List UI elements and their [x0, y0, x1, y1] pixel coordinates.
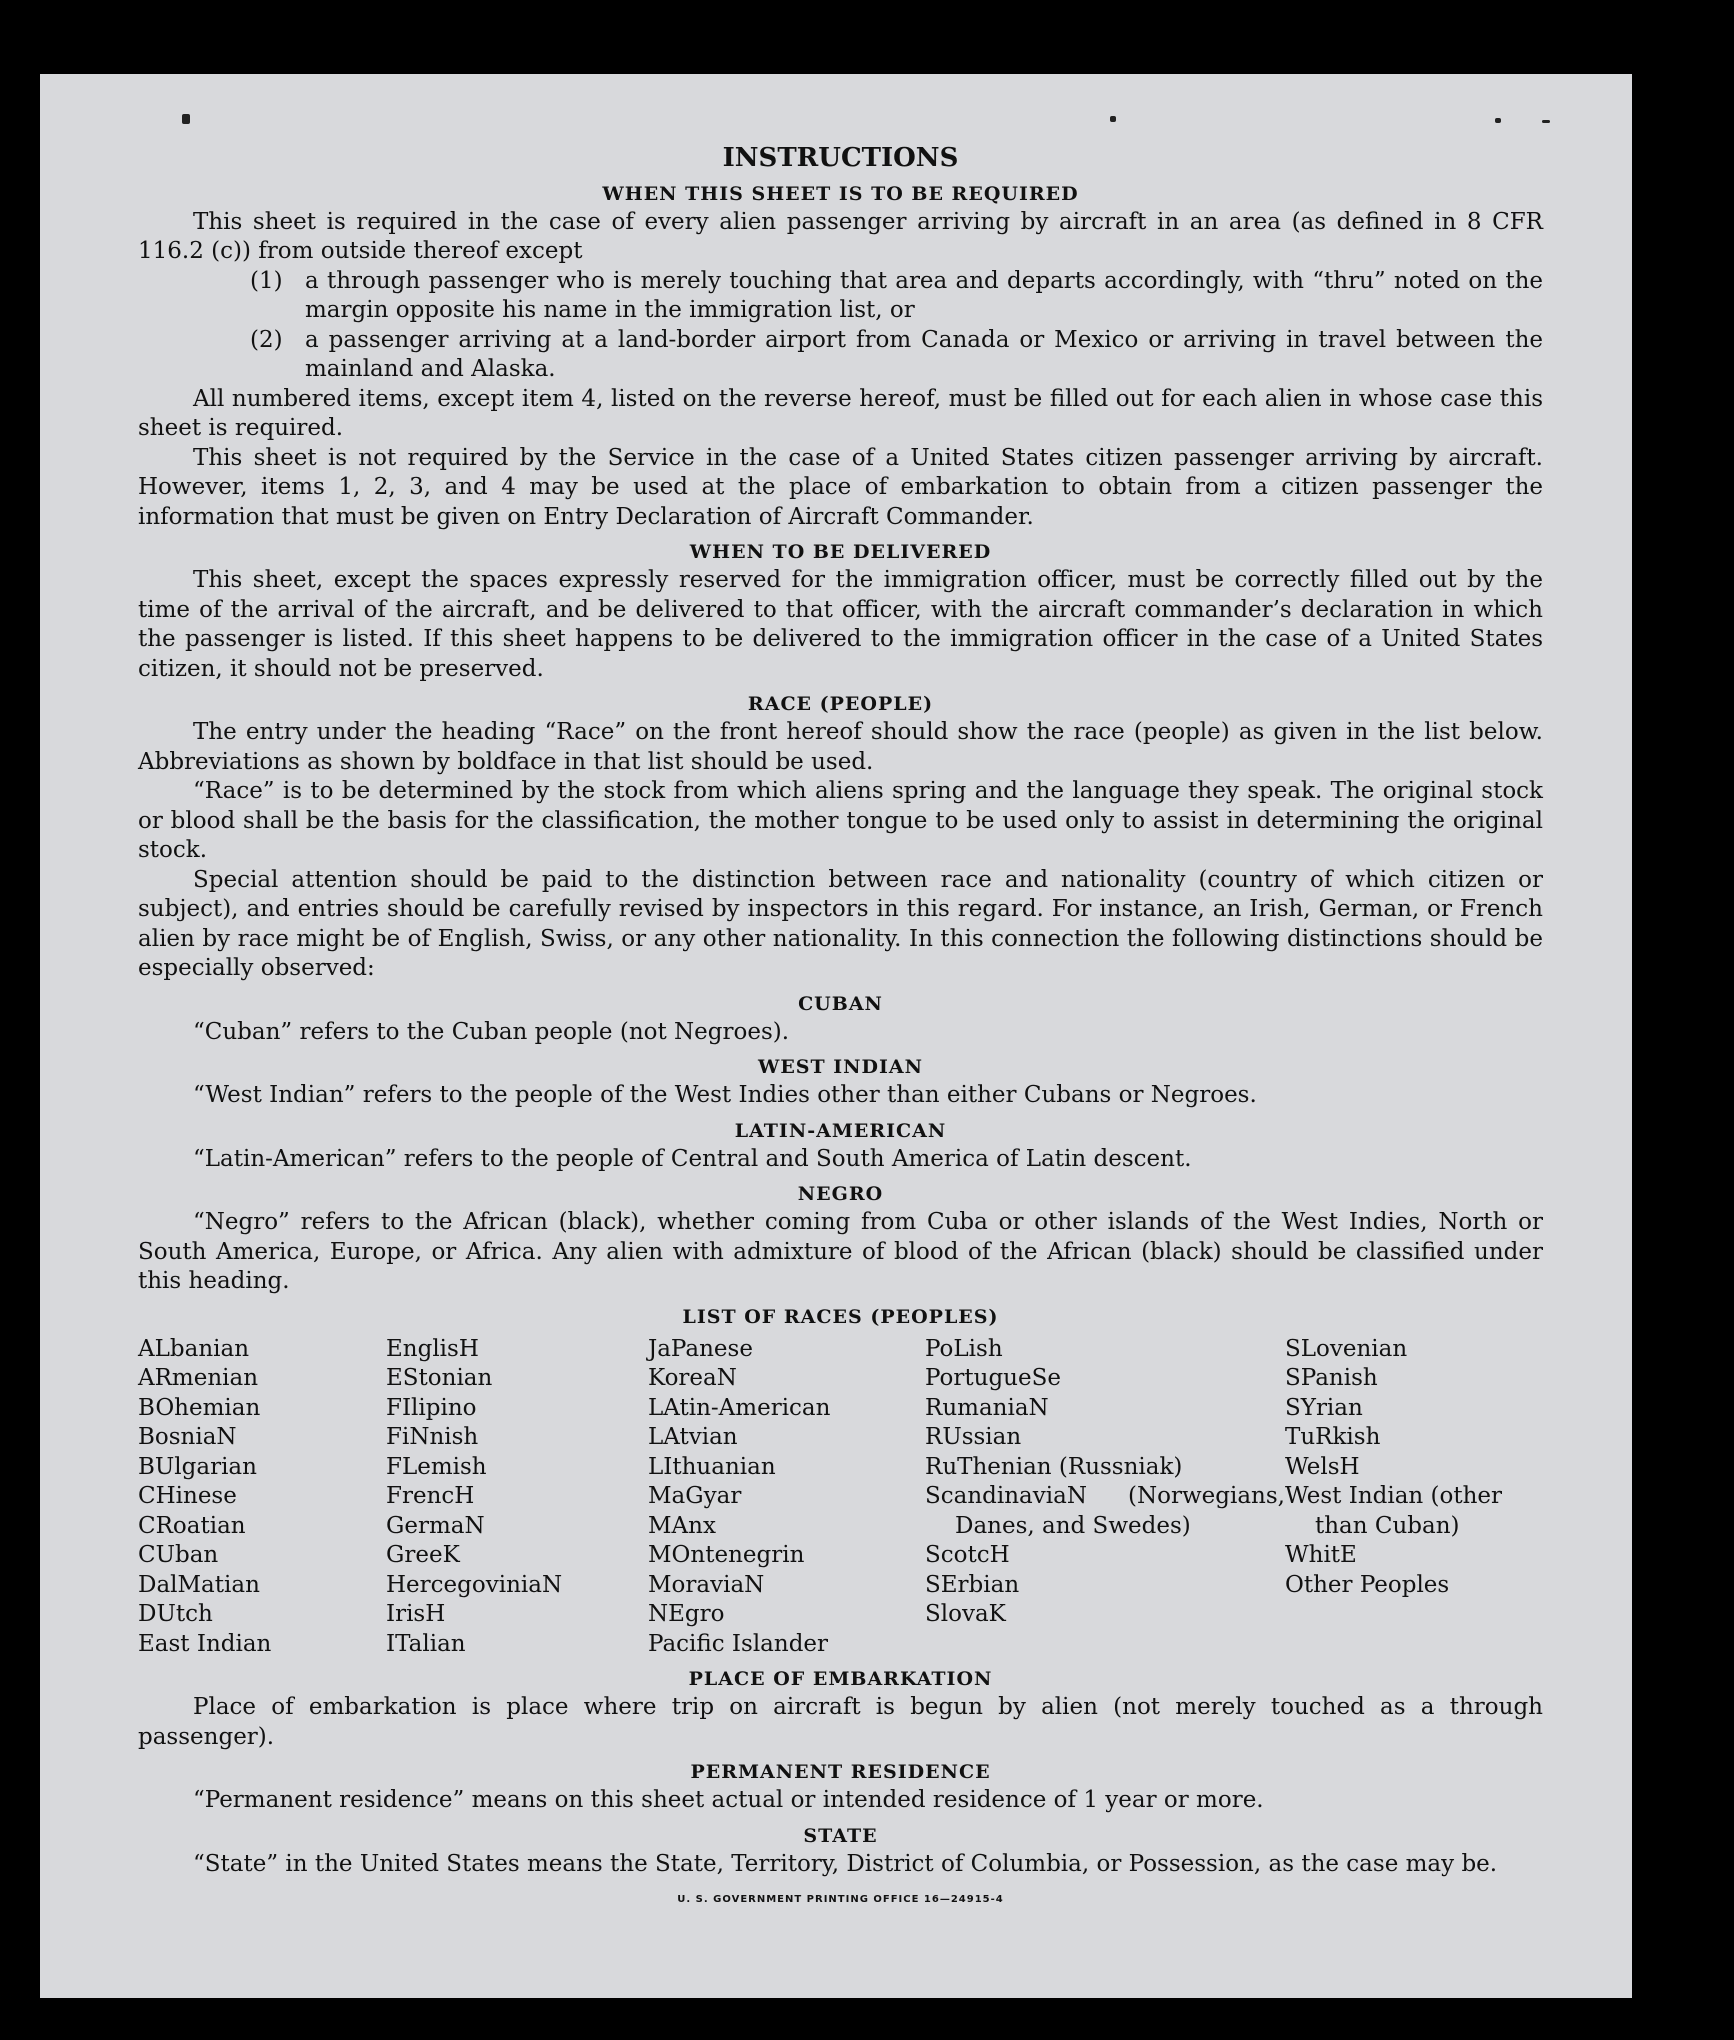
races-list: [138, 1335, 1543, 1660]
heading-state: STATE: [803, 1824, 878, 1847]
heading-place-of-embarkation: PLACE OF EMBARKATION: [688, 1668, 993, 1690]
race-entry: JaPanese: [648, 1335, 753, 1362]
heading-negro: NEGRO: [797, 1183, 884, 1205]
race-entry: SPanish: [1285, 1365, 1378, 1391]
race-entry: DalMatian: [138, 1571, 260, 1598]
paragraph: Special attention should be paid to the distinction between race and nationality (country of which citizen or subject), and entries should be carefully revised by inspectors in this regard. For instance, an Irish, German, or French alien by race might be of English, Swiss, or any other nationality. In this connection the following distinctions should be especially observed:: [138, 866, 1543, 981]
race-entry: WhitE: [1285, 1542, 1357, 1568]
race-entry: TuRkish: [1285, 1424, 1381, 1450]
page-title: INSTRUCTIONS: [722, 143, 959, 173]
race-entry: West Indian (other than Cuban): [1285, 1483, 1503, 1539]
race-entry: MAnx: [648, 1512, 716, 1539]
race-entry: ScotcH: [925, 1542, 1010, 1568]
paragraph: This sheet, except the spaces expressly reserved for the immigration officer, must be correctly filled out by the time of the arrival of the aircraft, and be delivered to that officer, with the aircraft commander’s declaration in which the passenger is listed. If this sheet happens to be delivered to the immigration officer in the case of a United States citizen, it should not be preserved.: [138, 567, 1543, 682]
race-entry: SErbian: [925, 1571, 1020, 1598]
paragraph: “West Indian” refers to the people of the West Indies other than either Cubans or Negroes.: [193, 1082, 1257, 1108]
race-entry: PoLish: [925, 1335, 1003, 1362]
race-entry: SYrian: [1285, 1394, 1363, 1421]
heading-west-indian: WEST INDIAN: [757, 1056, 924, 1078]
race-entry: FIlipino: [386, 1394, 477, 1421]
item-number: (1): [250, 267, 283, 294]
paragraph: This sheet is required in the case of every alien passenger arriving by aircraft in an area (as defined in 8 CFR 116.2 (c)) from outside thereof except: [138, 208, 1543, 264]
paragraph: Place of embarkation is place where trip on aircraft is begun by alien (not merely touched as a through passenger).: [138, 1694, 1543, 1750]
paragraph: “Negro” refers to the African (black), whether coming from Cuba or other islands of the West Indies, North or South America, Europe, or Africa. Any alien with admixture of blood of the African (black) should be classified under this heading.: [138, 1209, 1543, 1294]
race-entry: CHinese: [138, 1483, 237, 1509]
heading-race: RACE (PEOPLE): [747, 693, 934, 715]
race-entry: DUtch: [138, 1601, 213, 1627]
race-entry: Other Peoples: [1285, 1571, 1450, 1598]
race-entry: CRoatian: [138, 1512, 246, 1539]
races-column: [925, 1335, 1285, 1660]
race-entry: EnglisH: [386, 1335, 479, 1362]
race-entry: GreeK: [386, 1542, 460, 1568]
race-entry: MoraviaN: [648, 1571, 765, 1598]
scan-speck: [182, 114, 190, 124]
race-entry: RUssian: [925, 1424, 1022, 1450]
paragraph: The entry under the heading “Race” on the front hereof should show the race (people) as given in the list below. Abbreviations as shown by boldface in that list should be used.: [138, 719, 1543, 775]
race-entry: Pacific Islander: [648, 1630, 829, 1657]
exception-item: [138, 326, 1543, 385]
paragraph: All numbered items, except item 4, listed on the reverse hereof, must be filled out for each alien in whose case this sheet is required.: [138, 385, 1543, 441]
race-entry: KoreaN: [648, 1365, 737, 1391]
race-entry: LAtvian: [648, 1424, 738, 1450]
race-entry: PortugueSe: [925, 1365, 1061, 1391]
scan-speck: [1110, 116, 1116, 122]
race-entry: East Indian: [138, 1630, 272, 1657]
paragraph: “Latin-American” refers to the people of Central and South America of Latin descent.: [193, 1145, 1192, 1172]
race-entry: BUlgarian: [138, 1453, 257, 1480]
race-entry: MOntenegrin: [648, 1542, 805, 1568]
race-entry: CUban: [138, 1542, 219, 1568]
race-entry: LIthuanian: [648, 1453, 776, 1480]
races-column: [648, 1335, 925, 1660]
heading-permanent-residence: PERMANENT RESIDENCE: [690, 1761, 991, 1783]
instructions-body: [138, 144, 1543, 1915]
scan-speck: [1495, 118, 1501, 123]
heading-when-required: WHEN THIS SHEET IS TO BE REQUIRED: [602, 182, 1079, 205]
heading-latin-american: LATIN-AMERICAN: [734, 1119, 947, 1142]
race-entry: HercegoviniaN: [386, 1571, 563, 1598]
race-entry: ITalian: [386, 1630, 466, 1657]
document-page: [40, 74, 1632, 1998]
item-text: a passenger arriving at a land-border airport from Canada or Mexico or arriving in travel between the mainland and Alaska.: [305, 326, 1543, 382]
race-entry: SLovenian: [1285, 1335, 1408, 1362]
paragraph: “Cuban” refers to the Cuban people (not Negroes).: [193, 1018, 790, 1045]
races-column: [386, 1335, 648, 1660]
item-text: a through passenger who is merely touching that area and departs accordingly, with “thru” noted on the margin opposite his name in the immigration list, or: [305, 267, 1543, 323]
race-entry: ALbanian: [138, 1335, 250, 1362]
paragraph: This sheet is not required by the Service in the case of a United States citizen passenger arriving by aircraft. However, items 1, 2, 3, and 4 may be used at the place of embarkation to obtain from a citizen passenger the information that must be given on Entry Declaration of Aircraft Commander.: [138, 444, 1543, 530]
race-entry: BOhemian: [138, 1394, 261, 1421]
race-entry: RumaniaN: [925, 1394, 1049, 1421]
race-entry: FiNnish: [386, 1424, 479, 1450]
heading-cuban: CUBAN: [798, 992, 883, 1015]
race-entry: GermaN: [386, 1512, 485, 1539]
race-entry: WelsH: [1285, 1453, 1360, 1480]
race-entry: ScandinaviaN (Norwegians, Danes, and Swedes): [925, 1483, 1285, 1539]
printer-imprint: U. S. GOVERNMENT PRINTING OFFICE 16—24915-4: [677, 1894, 1004, 1905]
exception-item: [138, 267, 1543, 326]
paragraph: “State” in the United States means the State, Territory, District of Columbia, or Possession, as the case may be.: [193, 1850, 1498, 1877]
race-entry: LAtin-American: [648, 1394, 831, 1421]
race-entry: MaGyar: [648, 1483, 742, 1509]
race-entry: EStonian: [386, 1365, 493, 1391]
heading-list-of-races: LIST OF RACES (PEOPLES): [682, 1305, 999, 1328]
paragraph: “Race” is to be determined by the stock from which aliens spring and the language they speak. The original stock or blood shall be the basis for the classification, the mother tongue to be used only to assist in determining the original stock.: [138, 778, 1543, 863]
race-entry: FLemish: [386, 1453, 487, 1480]
race-entry: RuThenian (Russniak): [925, 1453, 1183, 1480]
race-entry: SlovaK: [925, 1601, 1006, 1627]
heading-when-delivered: WHEN TO BE DELIVERED: [689, 541, 992, 563]
race-entry: ARmenian: [138, 1365, 259, 1391]
race-entry: FrencH: [386, 1483, 475, 1509]
paragraph: “Permanent residence” means on this sheet actual or intended residence of 1 year or more.: [193, 1787, 1264, 1813]
race-entry: IrisH: [386, 1601, 446, 1627]
races-column: [1285, 1335, 1543, 1660]
item-number: (2): [250, 326, 283, 353]
scan-speck: [1542, 120, 1550, 123]
races-column: [138, 1335, 386, 1660]
race-entry: BosniaN: [138, 1424, 237, 1450]
race-entry: NEgro: [648, 1601, 725, 1627]
